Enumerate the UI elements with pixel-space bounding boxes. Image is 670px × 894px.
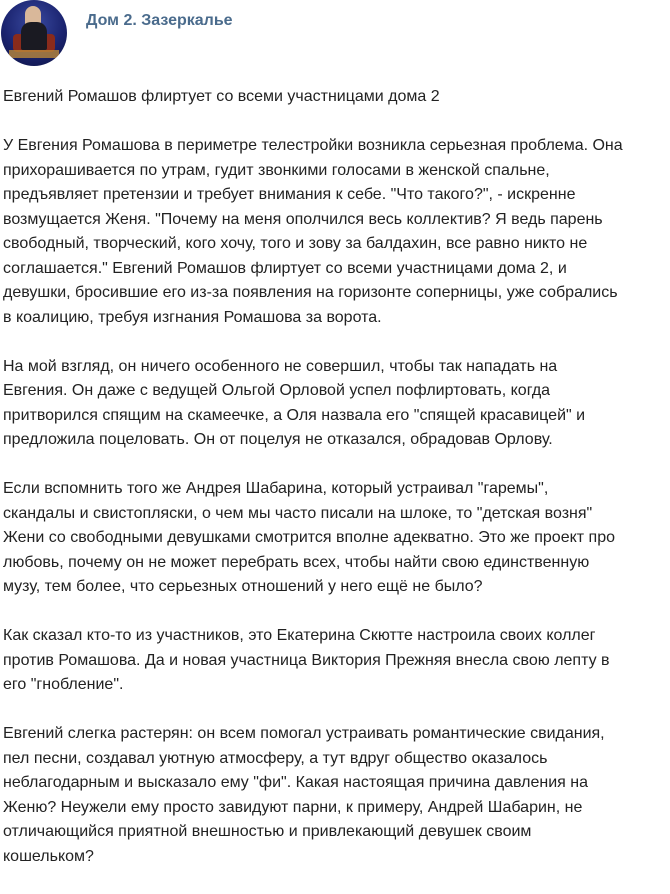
paragraph-line: неблагодарным и высказало ему "фи". Какая настоящая причина давления на [3, 774, 588, 791]
group-name-link[interactable]: Дом 2. Зазеркалье [86, 12, 233, 29]
paragraph-line: предъявляет претензии и требует внимания к себе. "Что такого?", - искренне [3, 186, 576, 203]
paragraph-line: притворился спящим на скамеечке, а Оля назвала его "спящей красавицей" и [3, 406, 586, 424]
group-avatar[interactable] [1, 0, 67, 66]
post-paragraph [3, 722, 623, 869]
post-paragraph [3, 134, 623, 330]
paragraph-line: в коалицию, требуя изгнания Ромашова за ворота. [3, 308, 382, 326]
avatar-logo [9, 50, 59, 58]
post-paragraph [3, 477, 623, 600]
paragraph-line: кошельком? [3, 847, 94, 865]
paragraph-line: скандалы и свистопляски, о чем мы часто писали на шлоке, то "детская возня" [3, 504, 593, 522]
paragraph-line: прихорашивается по утрам, гудит звонкими голосами в женской спальне, [3, 161, 550, 179]
paragraph-line: соглашается." Евгений Ромашов флиртует со всеми участницами дома 2, и [3, 259, 567, 277]
paragraph-line: предложила поцеловать. Он от поцелуя не отказался, обрадовав Орлову. [3, 431, 553, 448]
paragraph-line: Жени со свободными девушками смотрится вполне адекватно. Это же проект про [3, 529, 616, 546]
paragraph-line: отличающийся приятной внешностью и привлекающий девушек своим [3, 823, 532, 840]
paragraph-line: его "гнобление". [3, 676, 124, 693]
paragraph-line: Если вспомнить того же Андрея Шабарина, который устраивал "гаремы", [3, 480, 549, 497]
paragraph-line: Женю? Неужели ему просто завидуют парни, к примеру, Андрей Шабарин, не [3, 798, 583, 816]
paragraph-line: свободный, творческий, кого хочу, того и зову за балдахин, все равно никто не [3, 235, 588, 252]
paragraph-line: любовь, почему он не может перебрать всех, чтобы найти свою единственную [3, 553, 590, 571]
paragraph-line: Евгения. Он даже с ведущей Ольгой Орловой успел пофлиртовать, когда [3, 382, 551, 399]
paragraph-line: Евгений слегка растерян: он всем помогал устраивать романтические свидания, [3, 725, 605, 742]
paragraph-line: музу, тем более, что серьезных отношений у него ещё не было? [3, 578, 483, 595]
paragraph-line: На мой взгляд, он ничего особенного не совершил, чтобы так нападать на [3, 357, 558, 375]
paragraph-line: возмущается Женя. "Почему на меня ополчился весь коллектив? Я ведь парень [3, 210, 603, 228]
paragraph-line: Как сказал кто-то из участников, это Екатерина Скютте настроила своих коллег [3, 627, 596, 644]
paragraph-line: У Евгения Ромашова в периметре телестройки возникла серьезная проблема. Она [3, 137, 623, 154]
avatar-figure [21, 22, 47, 50]
paragraph-line: против Ромашова. Да и новая участница Виктория Прежняя внесла свою лепту в [3, 651, 610, 669]
post-body [3, 85, 623, 894]
paragraph-line: пел песни, создавал уютную атмосферу, а тут вдруг общество оказалось [3, 749, 548, 767]
post-paragraph [3, 624, 623, 698]
paragraph-line: девушки, бросившие его из-за появления на горизонте соперницы, уже собрались [3, 284, 618, 301]
post-title: Евгений Ромашов флиртует со всеми участницами дома 2 [3, 88, 440, 105]
post-paragraph [3, 355, 623, 453]
